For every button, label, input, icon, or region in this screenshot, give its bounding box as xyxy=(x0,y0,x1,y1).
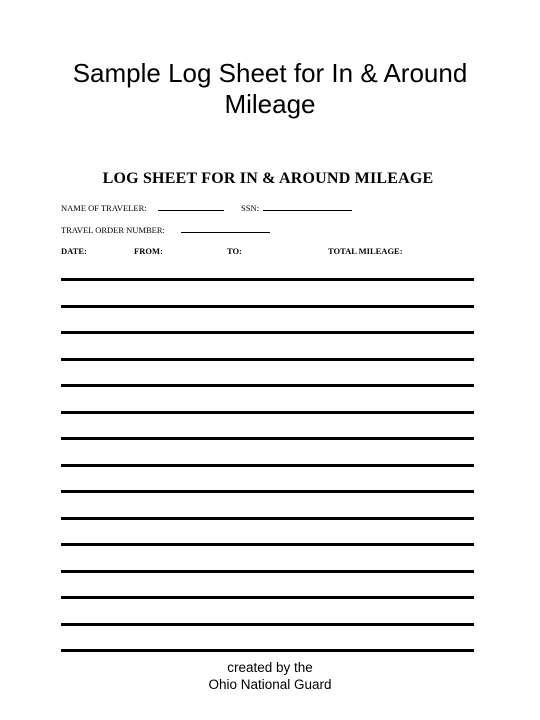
log-entry-line[interactable] xyxy=(61,358,474,361)
footer-credit-line-1: created by the xyxy=(227,660,313,675)
log-entry-line[interactable] xyxy=(61,305,474,308)
log-entry-line[interactable] xyxy=(61,411,474,414)
column-header-date: DATE: xyxy=(61,246,87,256)
log-entry-line[interactable] xyxy=(61,623,474,626)
log-entry-line[interactable] xyxy=(61,649,474,652)
name-of-traveler-label: NAME OF TRAVELER: xyxy=(61,203,147,213)
log-entry-line[interactable] xyxy=(61,437,474,440)
page-title-line-1: Sample Log Sheet for In & Around xyxy=(72,58,468,88)
form-title: LOG SHEET FOR IN & AROUND MILEAGE xyxy=(102,170,434,187)
log-entry-line[interactable] xyxy=(61,596,474,599)
column-header-from: FROM: xyxy=(134,246,163,256)
log-entry-line[interactable] xyxy=(61,384,474,387)
ssn-label: SSN: xyxy=(241,203,259,213)
log-entry-line[interactable] xyxy=(61,517,474,520)
travel-order-number-field[interactable] xyxy=(181,232,270,233)
log-entry-line[interactable] xyxy=(61,331,474,334)
log-entry-line[interactable] xyxy=(61,490,474,493)
log-entry-line[interactable] xyxy=(61,570,474,573)
log-entry-line[interactable] xyxy=(61,278,474,281)
log-entry-line[interactable] xyxy=(61,543,474,546)
travel-order-number-label: TRAVEL ORDER NUMBER: xyxy=(61,225,165,235)
column-header-to: TO: xyxy=(227,246,242,256)
footer-credit-line-2: Ohio National Guard xyxy=(208,677,332,692)
page-title-line-2: Mileage xyxy=(224,89,316,119)
page-title xyxy=(0,58,540,120)
ssn-field[interactable] xyxy=(263,210,352,211)
column-header-total-mileage: TOTAL MILEAGE: xyxy=(328,246,403,256)
name-of-traveler-field[interactable] xyxy=(158,210,224,211)
log-entry-line[interactable] xyxy=(61,464,474,467)
